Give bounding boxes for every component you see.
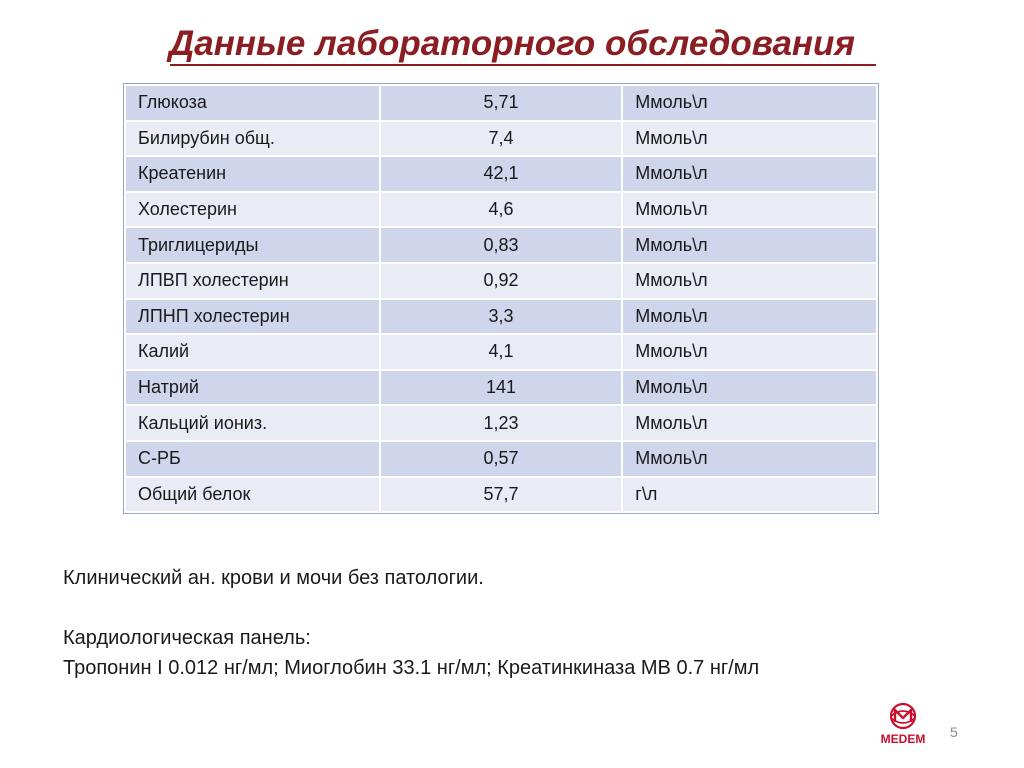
cell-value: 141 xyxy=(380,370,623,406)
medem-logo-mark xyxy=(891,704,915,728)
table-row xyxy=(125,156,877,192)
cell-unit: Ммоль\л xyxy=(622,334,877,370)
cell-unit: Ммоль\л xyxy=(622,156,877,192)
cell-unit: Ммоль\л xyxy=(622,299,877,335)
cell-parameter: ЛПВП холестерин xyxy=(125,263,380,299)
cell-value: 5,71 xyxy=(380,85,623,121)
medem-logo-text: MEDEM xyxy=(880,732,926,746)
title-underline xyxy=(170,64,876,66)
cell-parameter: Билирубин общ. xyxy=(125,121,380,157)
cell-parameter: Креатенин xyxy=(125,156,380,192)
cell-unit: Ммоль\л xyxy=(622,192,877,228)
cell-unit: Ммоль\л xyxy=(622,370,877,406)
cell-parameter: Калий xyxy=(125,334,380,370)
table-row xyxy=(125,227,877,263)
cell-value: 0,92 xyxy=(380,263,623,299)
table-row xyxy=(125,441,877,477)
notes-block xyxy=(63,563,759,683)
cell-unit: Ммоль\л xyxy=(622,263,877,299)
page-number: 5 xyxy=(950,724,958,740)
cell-parameter: Кальций иониз. xyxy=(125,405,380,441)
cell-parameter: Триглицериды xyxy=(125,227,380,263)
table-row xyxy=(125,477,877,513)
cell-parameter: Холестерин xyxy=(125,192,380,228)
table-row xyxy=(125,85,877,121)
cardio-heading: Кардиологическая панель: xyxy=(63,627,311,649)
cell-unit: Ммоль\л xyxy=(622,227,877,263)
medem-logo xyxy=(868,700,938,748)
clinical-note: Клинический ан. крови и мочи без патологии. xyxy=(63,567,484,589)
slide-title: Данные лабораторного обследования xyxy=(168,24,856,63)
cell-value: 7,4 xyxy=(380,121,623,157)
cell-value: 1,23 xyxy=(380,405,623,441)
cell-unit: Ммоль\л xyxy=(622,85,877,121)
cell-unit: г\л xyxy=(622,477,877,513)
cell-parameter: Глюкоза xyxy=(125,85,380,121)
cell-value: 42,1 xyxy=(380,156,623,192)
lab-results-table xyxy=(124,84,878,513)
cell-unit: Ммоль\л xyxy=(622,441,877,477)
cell-parameter: Общий белок xyxy=(125,477,380,513)
cell-value: 3,3 xyxy=(380,299,623,335)
cardio-values: Тропонин I 0.012 нг/мл; Миоглобин 33.1 нг/мл; Креатинкиназа MB 0.7 нг/мл xyxy=(63,657,760,679)
table-row xyxy=(125,405,877,441)
cell-unit: Ммоль\л xyxy=(622,405,877,441)
table-row xyxy=(125,121,877,157)
cell-value: 0,57 xyxy=(380,441,623,477)
cell-value: 57,7 xyxy=(380,477,623,513)
table-row xyxy=(125,370,877,406)
notes-spacer xyxy=(63,593,759,623)
table-row xyxy=(125,192,877,228)
cell-unit: Ммоль\л xyxy=(622,121,877,157)
table-row xyxy=(125,263,877,299)
table-row xyxy=(125,299,877,335)
cell-value: 0,83 xyxy=(380,227,623,263)
cell-value: 4,6 xyxy=(380,192,623,228)
cell-parameter: Натрий xyxy=(125,370,380,406)
cell-value: 4,1 xyxy=(380,334,623,370)
cell-parameter: ЛПНП холестерин xyxy=(125,299,380,335)
cell-parameter: С-РБ xyxy=(125,441,380,477)
table-row xyxy=(125,334,877,370)
lab-results-body xyxy=(125,85,877,512)
